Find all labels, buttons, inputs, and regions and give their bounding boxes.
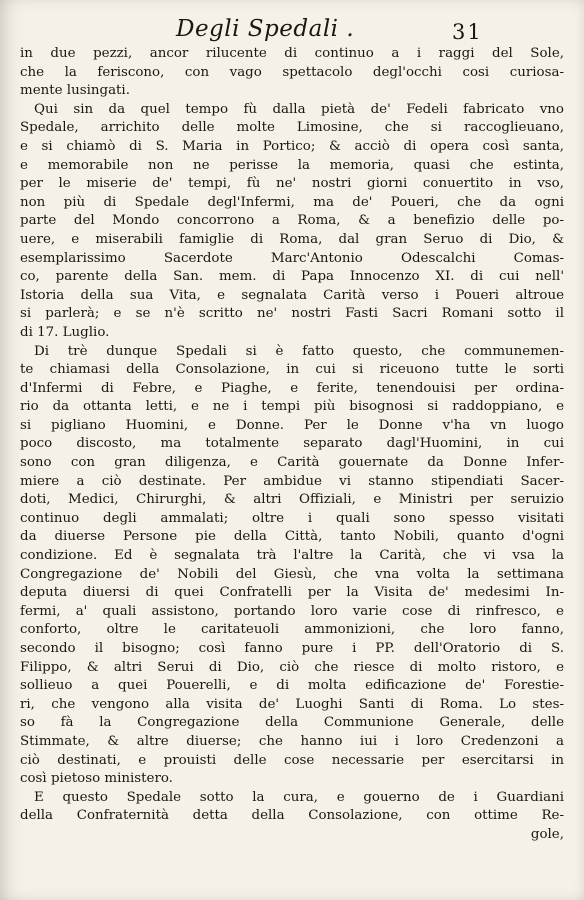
text-line: sono con gran diligenza, e Carità gouernate da Donne Infer- <box>20 455 564 471</box>
text-line: Congregazione de' Nobili del Giesù, che vna volta la settimana <box>20 566 564 582</box>
text-line: poco discosto, ma totalmente separato dagl'Huomini, in cui <box>20 436 564 452</box>
text-line: d'Infermi di Febre, e Piaghe, e ferite, tenendouisi per ordina- <box>20 380 564 396</box>
text-line: parte del Mondo concorrono a Roma, & a benefizio delle po- <box>20 213 564 229</box>
text-line: in due pezzi, ancor rilucente di continuo a i raggi del Sole, <box>20 46 564 61</box>
text-line: così pietoso ministero. <box>20 771 173 787</box>
text-line: della Confraternità detta della Consolazione, con ottime Re- <box>20 808 564 824</box>
body-text <box>20 45 564 845</box>
page-header <box>0 6 584 46</box>
text-line: per le miserie de' tempi, fù ne' nostri giorni conuertito in vso, <box>20 176 564 192</box>
text-line: da diuerse Persone pie della Città, tanto Nobili, quanto d'ogni <box>20 529 564 545</box>
text-line: Stimmate, & altre diuerse; che hanno iui i loro Credenzoni a <box>20 733 564 749</box>
running-title: Degli Spedali . <box>176 16 355 42</box>
text-line: so fà la Congregazione della Communione Generale, delle <box>20 715 564 731</box>
text-line: ri, che vengono alla visita de' Luoghi Santi di Roma. Lo stes- <box>20 696 564 712</box>
text-line: secondo il bisogno; così fanno pure i PP. dell'Oratorio di S. <box>20 641 564 656</box>
text-line: doti, Medici, Chirurghi, & altri Offiziali, e Ministri per seruizio <box>20 492 564 508</box>
text-line: conforto, oltre le caritateuoli ammonizioni, che loro fanno, <box>20 622 564 638</box>
paragraph-start-line: Di trè dunque Spedali si è fatto questo, che communemen- <box>34 343 564 359</box>
text-line: non più di Spedale degl'Infermi, ma de' Poueri, che da ogni <box>20 194 564 210</box>
text-line: di 17. Luglio. <box>20 324 110 340</box>
paragraph-start-line: E questo Spedale sotto la cura, e gouerno de i Guardiani <box>34 789 564 805</box>
text-line: fermi, a' quali assistono, portando loro varie cose di rinfresco, e <box>20 603 564 619</box>
text-line: ciò destinati, e prouisti delle cose necessarie per esercitarsi in <box>20 752 564 768</box>
text-line: miere a ciò destinate. Per ambidue vi stanno stipendiati Sacer- <box>20 473 564 489</box>
text-line: e memorabile non ne perisse la memoria, quasi che estinta, <box>20 157 564 173</box>
text-line: si pigliano Huomini, e Donne. Per le Donne v'ha vn luogo <box>20 417 564 433</box>
page-number: 31 <box>452 20 483 44</box>
text-line: deputa diuersi di quei Confratelli per la Visita de' medesimi In- <box>20 585 564 601</box>
text-line: continuo degli ammalati; oltre i quali sono spesso visitati <box>20 510 564 526</box>
text-line: Istoria della sua Vita, e segnalata Carità verso i Poueri altroue <box>20 287 564 303</box>
text-line: sollieuo a quei Pouerelli, e di molta edificazione de' Forestie- <box>20 678 564 694</box>
text-line: mente lusingati. <box>20 83 130 99</box>
text-line: che la feriscono, con vago spettacolo degl'occhi cosi curiosa- <box>20 64 564 80</box>
text-line: rio da ottanta letti, e ne i tempi più bisognosi si raddoppiano, e <box>20 399 564 415</box>
text-line: Filippo, & altri Serui di Dio, ciò che riesce di molto ristoro, e <box>20 659 564 675</box>
catchword: gole, <box>530 826 564 842</box>
paragraph-start-line: Qui sin da quel tempo fù dalla pietà de' Fedeli fabricato vno <box>34 101 564 117</box>
text-line: uere, e miserabili famiglie di Roma, dal gran Seruo di Dio, & <box>20 231 564 247</box>
text-line: co, parente della San. mem. di Papa Innocenzo XI. di cui nell' <box>20 269 564 285</box>
text-line: te chiamasi della Consolazione, in cui si riceuono tutte le sorti <box>20 362 564 378</box>
text-line: si parlerà; e se n'è scritto ne' nostri Fasti Sacri Romani sotto il <box>20 306 564 322</box>
text-line: condizione. Ed è segnalata trà l'altre la Carità, che vi vsa la <box>20 548 564 564</box>
text-line: esemplarissimo Sacerdote Marc'Antonio Odescalchi Comas- <box>20 250 564 266</box>
text-line: e si chiamò di S. Maria in Portico; & acciò di opera così santa, <box>20 138 564 154</box>
text-line: Spedale, arrichito delle molte Limosine, che si raccoglieuano, <box>20 120 564 136</box>
